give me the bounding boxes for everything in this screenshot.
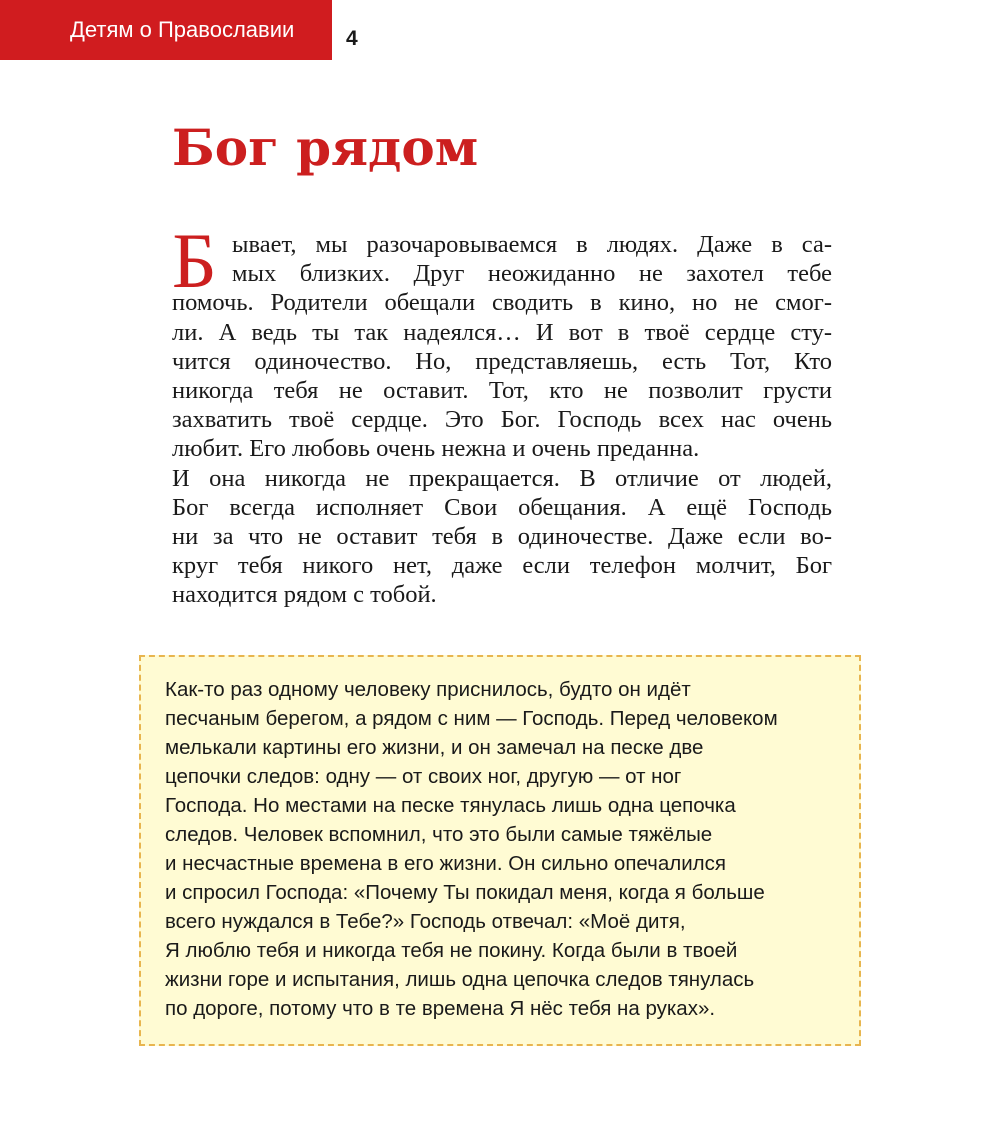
story-line: Господа. Но местами на песке тянулась лишь одна цепочка — [165, 794, 736, 817]
article-title: Бог рядом — [172, 118, 479, 177]
article-line: никогда тебя не оставит. Тот, кто не позволит грусти — [172, 377, 832, 405]
article-line: круг тебя никого нет, даже если телефон молчит, Бог — [172, 552, 832, 580]
story-text — [165, 675, 841, 1023]
story-line: по дороге, потому что в те времена Я нёс тебя на руках». — [165, 997, 716, 1020]
page-number: 4 — [346, 27, 358, 50]
drop-cap: Б — [172, 217, 217, 304]
article-line: И она никогда не прекращается. В отличие от людей, — [172, 464, 832, 492]
article-line: Бог всегда исполняет Свои обещания. А ещё Господь — [172, 493, 832, 521]
article-line: ни за что не оставит тебя в одиночестве. Даже если во- — [172, 523, 832, 551]
article-line: любит. Его любовь очень нежна и очень преданна. — [172, 435, 700, 463]
article-line: ывает, мы разочаровываемся в людях. Даже в са- — [232, 231, 832, 258]
article-line: находится рядом с тобой. — [172, 581, 437, 609]
story-line: цепочки следов: одну — от своих ног, другую — от ног — [165, 765, 682, 788]
story-line: и несчастные времена в его жизни. Он сильно опечалился — [165, 852, 726, 875]
section-header-band — [0, 0, 332, 60]
story-line: Как-то раз одному человеку приснилось, будто он идёт — [165, 678, 691, 701]
story-line: жизни горе и испытания, лишь одна цепочка следов тянулась — [165, 968, 755, 991]
article-line: помочь. Родители обещали сводить в кино, но не смог- — [172, 289, 832, 317]
article-body — [172, 217, 832, 610]
article-line: захватить твоё сердце. Это Бог. Господь всех нас очень — [172, 406, 832, 434]
story-line: следов. Человек вспомнил, что это были самые тяжёлые — [165, 823, 713, 846]
story-line: всего нуждался в Тебе?» Господь отвечал: «Моё дитя, — [165, 910, 686, 933]
story-line: мелькали картины его жизни, и он замечал на песке две — [165, 736, 704, 759]
article-line: чится одиночество. Но, представляешь, есть Тот, Кто — [172, 347, 832, 375]
story-line: песчаным берегом, а рядом с ним — Господь. Перед человеком — [165, 707, 778, 730]
article-line: мых близких. Друг неожиданно не захотел тебе — [232, 260, 832, 288]
article-line: ли. А ведь ты так надеялся… И вот в твоё сердце сту- — [172, 318, 832, 346]
section-title: Детям о Православии — [70, 17, 295, 42]
story-line: Я люблю тебя и никогда тебя не покину. Когда были в твоей — [165, 939, 738, 962]
story-callout-box — [139, 655, 861, 1046]
story-line: и спросил Господа: «Почему Ты покидал меня, когда я больше — [165, 881, 765, 904]
